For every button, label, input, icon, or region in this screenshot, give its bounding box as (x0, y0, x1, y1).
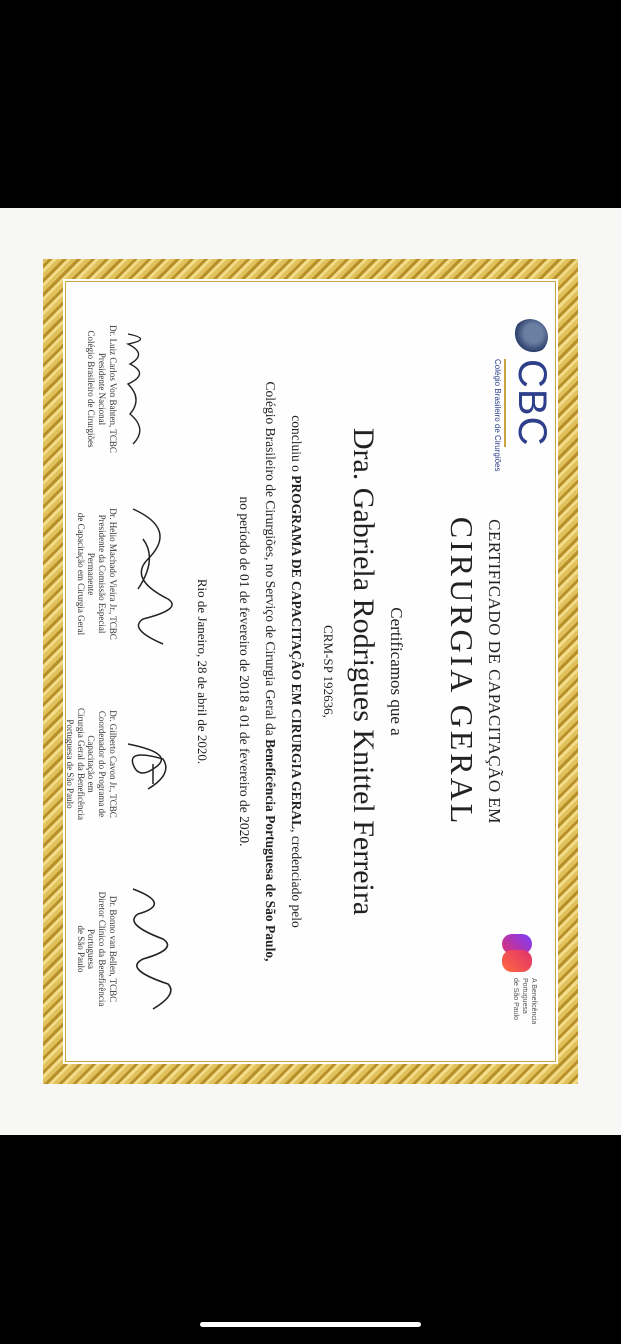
signature-block-director (75, 879, 183, 1019)
signer-role: Cirurgia Geral da Beneficência Portuguesa de São Paulo (64, 707, 86, 821)
handwritten-signature-icon (118, 499, 188, 649)
line2-a: Colégio Brasileiro de Cirurgiões, no Serviço de Cirurgia Geral da (263, 381, 278, 740)
body-line-3: no período de 01 de fevereiro de 2018 a 01 de fevereiro de 2020. (237, 496, 252, 847)
body-line-1 (288, 259, 304, 1084)
intro-text: Certificamos que a (387, 607, 406, 736)
signer-role: de São Paulo (75, 925, 86, 973)
signature-block-president (86, 319, 158, 459)
cbc-logo (468, 319, 558, 472)
signer-role: de Capacitação em Cirurgia Geral (75, 512, 86, 636)
bp-logo-text (511, 978, 538, 1034)
crm-number: CRM-SP 192636, (321, 625, 336, 718)
issue-date: Rio de Janeiro, 28 de abril de 2020. (195, 578, 210, 765)
signer-role: Coordenador do Programa de Capacitação em (86, 710, 108, 818)
recipient-name: Dra. Gabriela Rodrigues Knittel Ferreira (347, 427, 380, 916)
signature-block-coordinator (64, 689, 183, 839)
signer-role: Colégio Brasileiro de Cirurgiões (86, 330, 97, 448)
line1-a: concluiu o (289, 415, 304, 476)
body-line-2 (262, 259, 278, 1084)
signer-role: Diretor Clínico da Beneficência Portuguesa (86, 891, 108, 1007)
cbc-underline (504, 359, 506, 447)
cbc-globe-icon (512, 319, 548, 355)
handwritten-signature-icon (118, 329, 158, 449)
certificate (43, 259, 578, 1084)
signer-name: Dr. Gilberto Cavon Jr., TCBC (108, 710, 118, 818)
signer-name: Dr. Bonno van Bellen, TCBC (108, 895, 118, 1003)
bp-line3: de São Paulo (511, 978, 519, 1021)
signer-name: Dr. Luiz Carlos Von Bahten, TCBC (108, 325, 118, 453)
certificate-title-main: CIRURGIA GERAL (444, 516, 480, 827)
handwritten-signature-icon (118, 714, 183, 814)
home-indicator[interactable] (200, 1322, 421, 1327)
cbc-acronym: CBC (510, 359, 554, 447)
hospital-name: Beneficência Portuguesa de São Paulo, (263, 739, 278, 962)
signer-role: Presidente Nacional (97, 352, 108, 426)
bp-line2: Portuguesa (520, 978, 528, 1014)
handwritten-signature-icon (118, 884, 183, 1014)
certificate-title-top: CERTIFICADO DE CAPACITAÇÃO EM (485, 519, 504, 824)
signer-name: Dr. Helio Machado Vieira Jr., TCBC (108, 508, 118, 640)
program-name: PROGRAMA DE CAPACITAÇÃO EM CIRURGIA GERAL (289, 475, 304, 830)
line1-c: , credenciado pelo (289, 829, 304, 928)
certificate-photo (0, 208, 621, 1135)
signature-block-commission (75, 494, 188, 654)
signer-role: Presidente da Comissão Especial Permanente (86, 514, 108, 634)
bp-line1: A Beneficência (530, 978, 537, 1025)
cbc-name: Colégio Brasileiro de Cirurgiões (493, 359, 502, 472)
